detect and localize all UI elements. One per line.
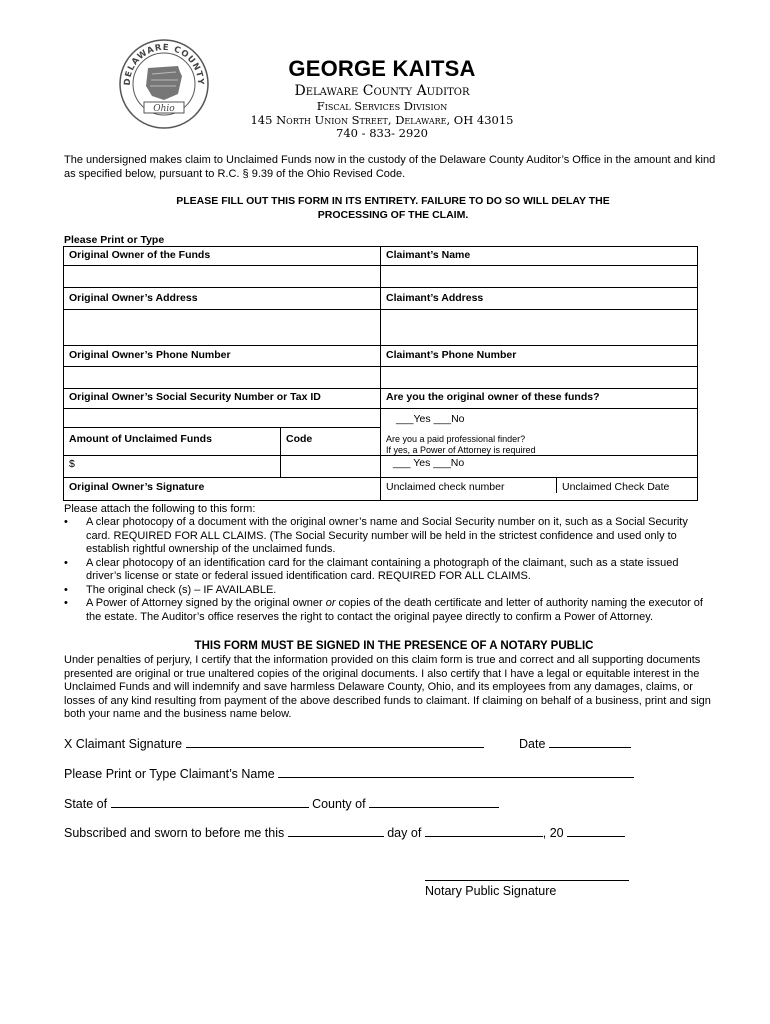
original-owner-field[interactable] [64,266,379,286]
claimant-name-field[interactable] [381,266,695,286]
finder-question: Are you a paid professional finder? [386,434,526,444]
amount-field[interactable]: $ [69,458,75,470]
claim-form-table [63,246,698,501]
year-line[interactable] [567,824,625,837]
original-owner-yes-no[interactable]: ___Yes ___No [396,413,465,425]
year-prefix-label: , 20 [542,826,564,840]
original-phone-label: Original Owner’s Phone Number [69,349,231,361]
notary-heading: THIS FORM MUST BE SIGNED IN THE PRESENCE OF A NOTARY PUBLIC [194,640,594,652]
month-line[interactable] [425,824,543,837]
original-ssn-label: Original Owner’s Social Security Number or Tax ID [69,391,321,403]
print-name-line[interactable] [278,765,634,778]
print-name-row [64,765,634,781]
print-or-type-note: Please Print or Type [64,234,165,246]
are-original-owner-label: Are you the original owner of these funds? [386,391,600,403]
county-seal-logo [118,38,210,130]
claimant-phone-field[interactable] [381,367,695,387]
original-owner-label: Original Owner of the Funds [69,249,211,261]
date-line[interactable] [549,735,631,748]
state-line[interactable] [111,795,309,808]
finder-poa-note: If yes, a Power of Attorney is required [386,445,536,455]
office-phone: 740 - 833- 2920 [336,126,428,140]
claimant-signature-line[interactable] [186,735,484,748]
date-row [519,735,631,751]
county-label: County of [312,797,366,811]
notary-signature-line[interactable] [425,880,629,881]
list-item: • A clear photocopy of a document with the original owner’s name and Social Security number on it, such as a Social Security card. REQUIRED FOR ALL CLAIMS. (The Social Security number will be held in the strictest confidence and used only to establish rightful ownership of the unclaimed funds. [64,516,714,557]
code-field[interactable] [281,456,379,476]
check-number-field[interactable]: Unclaimed check number [386,481,505,493]
division-name: Fiscal Services Division [316,99,448,113]
subscribed-row [64,824,625,840]
claimant-address-label: Claimant’s Address [386,292,484,304]
owner-signature-label: Original Owner’s Signature [69,481,205,493]
claimant-signature-row [64,735,484,751]
state-label: State of [64,797,108,811]
claimant-phone-label: Claimant’s Phone Number [386,349,517,361]
day-line[interactable] [288,824,384,837]
notary-signature-label: Notary Public Signature [425,884,557,898]
original-address-field[interactable] [64,310,379,344]
svg-text:DELAWARE COUNTY: DELAWARE COUNTY [122,42,206,86]
county-line[interactable] [369,795,499,808]
intro-paragraph: The undersigned makes claim to Unclaimed Funds now in the custody of the Delaware County Auditor’s Office in the amount and kind as specified below, pursuant to R.C. § 9.39 of the Ohio Revised Code. [64,154,716,180]
claimant-signature-label: X Claimant Signature [64,737,183,751]
attachments-list [64,516,714,624]
amount-label: Amount of Unclaimed Funds [69,433,212,445]
attach-intro: Please attach the following to this form: [64,503,256,515]
original-phone-field[interactable] [64,367,379,387]
print-name-label: Please Print or Type Claimant’s Name [64,767,275,781]
perjury-statement: Under penalties of perjury, I certify that the information provided on this claim form is true and correct and all supporting documents presented are original or true unaltered copies of the original documents. I also certify that I have a legal or equitable interest in the Unclaimed Funds and will indemnify and save harmless Delaware County, Ohio, and its employees from any damages, claims, or losses of any kind resulting from payment of the above described funds to claimant. If claiming on behalf of a business, print and sign both your name and the business name below. [64,654,711,720]
list-item: • The original check (s) – IF AVAILABLE. [64,584,714,598]
check-date-field[interactable]: Unclaimed Check Date [562,481,670,493]
original-address-label: Original Owner’s Address [69,292,198,304]
office-title: Delaware County Auditor [294,83,470,99]
code-label: Code [286,433,313,445]
state-county-row [64,795,499,811]
list-item: • A clear photocopy of an identification card for the claimant containing a photograph of the claimant, such as a state issued driver’s license or state or federal issued identification card. REQUIRED FOR ALL CLAIMS. [64,557,714,584]
day-of-label: day of [387,826,422,840]
original-ssn-field[interactable] [64,409,379,426]
date-label: Date [519,737,546,751]
list-item: • A Power of Attorney signed by the original owner or copies of the death certificate and letter of authority naming the executor of the estate. The Auditor’s office reserves the right to contact the original payee directly to confirm a Power of Attorney. [64,597,714,624]
fill-entirely-warning: PLEASE FILL OUT THIS FORM IN ITS ENTIRETY. FAILURE TO DO SO WILL DELAY THE PROCESSING OF THE CLAIM. [176,195,610,221]
office-holder-name: GEORGE KAITSA [288,56,476,81]
claimant-name-label: Claimant’s Name [386,249,471,261]
office-address: 145 North Union Street, Delaware, OH 43015 [250,113,514,127]
subscribed-label: Subscribed and sworn to before me this [64,826,285,840]
svg-text:Ohio: Ohio [153,104,175,114]
claimant-address-field[interactable] [381,310,695,344]
finder-yes-no[interactable]: ___ Yes ___No [393,457,465,469]
